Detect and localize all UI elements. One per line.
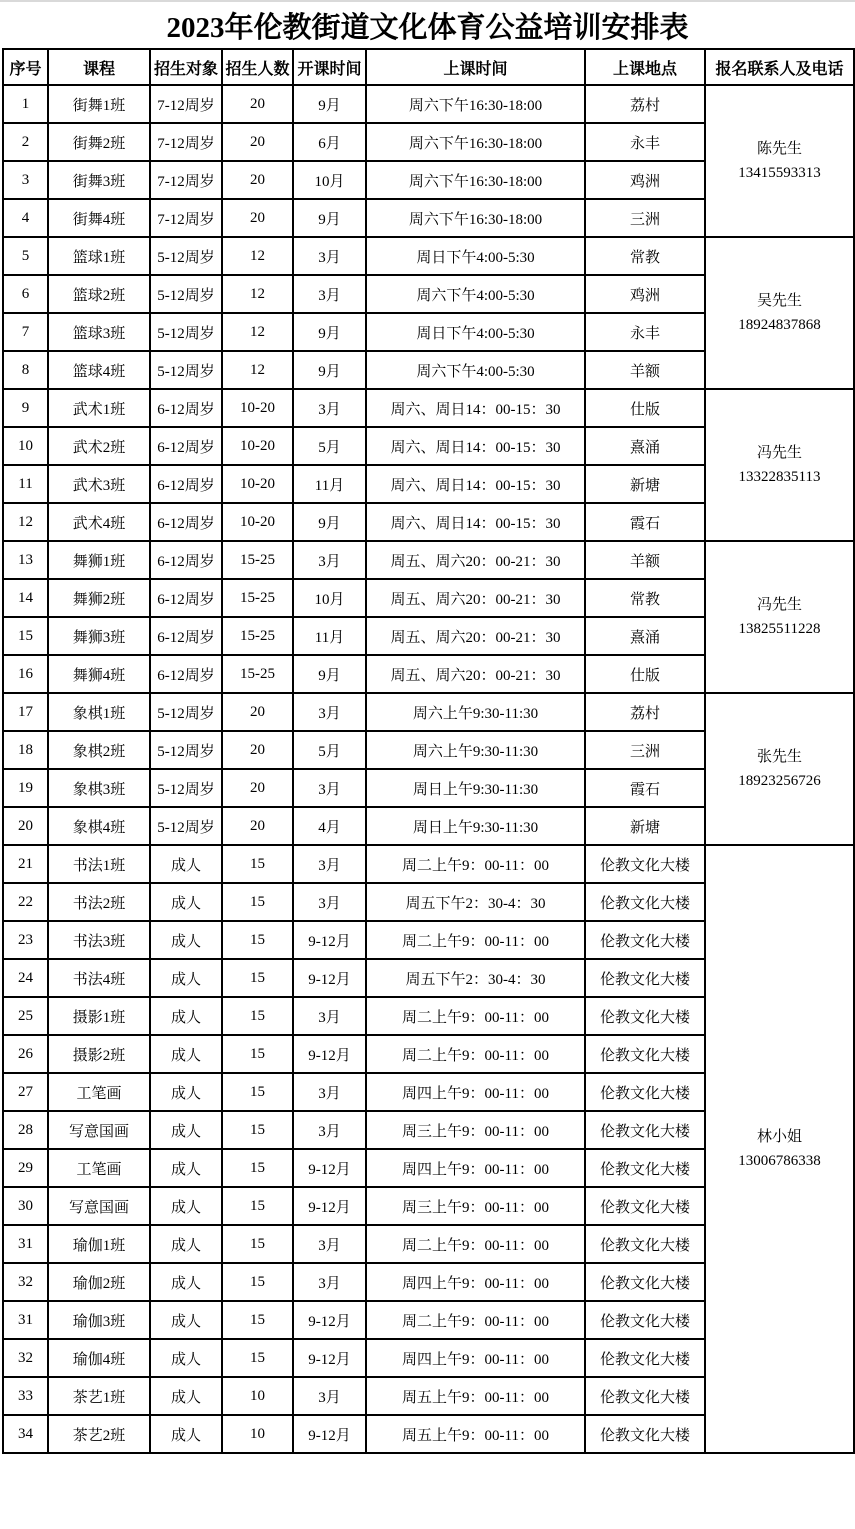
- cell-target: 成人: [150, 1111, 222, 1149]
- cell-start-month: 9-12月: [293, 1035, 366, 1073]
- cell-no: 9: [3, 389, 48, 427]
- cell-start-month: 3月: [293, 275, 366, 313]
- cell-target: 5-12周岁: [150, 313, 222, 351]
- cell-start-month: 9月: [293, 351, 366, 389]
- cell-target: 成人: [150, 1263, 222, 1301]
- cell-start-month: 9-12月: [293, 1415, 366, 1453]
- cell-class-time: 周五下午2：30-4：30: [366, 959, 585, 997]
- cell-course: 武术1班: [48, 389, 150, 427]
- cell-size: 10-20: [222, 389, 293, 427]
- cell-class-time: 周六下午16:30-18:00: [366, 161, 585, 199]
- cell-no: 13: [3, 541, 48, 579]
- cell-no: 2: [3, 123, 48, 161]
- cell-no: 3: [3, 161, 48, 199]
- cell-class-time: 周日上午9:30-11:30: [366, 769, 585, 807]
- header-course: 课程: [48, 49, 150, 85]
- cell-target: 成人: [150, 997, 222, 1035]
- cell-no: 18: [3, 731, 48, 769]
- cell-location: 新塘: [585, 807, 705, 845]
- cell-class-time: 周四上午9：00-11：00: [366, 1339, 585, 1377]
- cell-target: 5-12周岁: [150, 275, 222, 313]
- cell-size: 15: [222, 1225, 293, 1263]
- cell-start-month: 3月: [293, 389, 366, 427]
- cell-course: 工笔画: [48, 1073, 150, 1111]
- cell-size: 15: [222, 1301, 293, 1339]
- cell-contact: [705, 541, 854, 693]
- cell-no: 14: [3, 579, 48, 617]
- cell-target: 成人: [150, 1073, 222, 1111]
- cell-class-time: 周日下午4:00-5:30: [366, 313, 585, 351]
- cell-location: 三洲: [585, 731, 705, 769]
- cell-class-time: 周六、周日14：00-15：30: [366, 389, 585, 427]
- cell-no: 31: [3, 1225, 48, 1263]
- cell-target: 6-12周岁: [150, 655, 222, 693]
- cell-class-time: 周六、周日14：00-15：30: [366, 427, 585, 465]
- contact-name: 林小姐: [756, 1129, 802, 1145]
- cell-size: 15: [222, 845, 293, 883]
- cell-size: 10: [222, 1377, 293, 1415]
- cell-target: 6-12周岁: [150, 617, 222, 655]
- cell-target: 成人: [150, 1187, 222, 1225]
- cell-location: 伦教文化大楼: [585, 1301, 705, 1339]
- cell-class-time: 周五上午9：00-11：00: [366, 1377, 585, 1415]
- cell-location: 霞石: [585, 503, 705, 541]
- cell-class-time: 周四上午9：00-11：00: [366, 1073, 585, 1111]
- cell-size: 15: [222, 1187, 293, 1225]
- cell-location: 常教: [585, 237, 705, 275]
- cell-location: 伦教文化大楼: [585, 845, 705, 883]
- cell-size: 15: [222, 1149, 293, 1187]
- cell-contact: [705, 237, 854, 389]
- cell-location: 伦教文化大楼: [585, 959, 705, 997]
- cell-start-month: 11月: [293, 617, 366, 655]
- cell-size: 15: [222, 921, 293, 959]
- cell-target: 6-12周岁: [150, 503, 222, 541]
- header-place: 上课地点: [585, 49, 705, 85]
- cell-size: 20: [222, 123, 293, 161]
- cell-no: 17: [3, 693, 48, 731]
- cell-course: 街舞2班: [48, 123, 150, 161]
- header-target: 招生对象: [150, 49, 222, 85]
- cell-start-month: 9月: [293, 85, 366, 123]
- cell-course: 象棋3班: [48, 769, 150, 807]
- cell-location: 伦教文化大楼: [585, 1149, 705, 1187]
- cell-size: 20: [222, 693, 293, 731]
- cell-start-month: 9-12月: [293, 1149, 366, 1187]
- cell-target: 成人: [150, 1377, 222, 1415]
- cell-class-time: 周二上午9：00-11：00: [366, 921, 585, 959]
- cell-target: 5-12周岁: [150, 693, 222, 731]
- contact-phone: 18923256726: [738, 773, 821, 789]
- cell-size: 12: [222, 351, 293, 389]
- cell-size: 12: [222, 237, 293, 275]
- table-body: [3, 85, 854, 1453]
- cell-start-month: 5月: [293, 731, 366, 769]
- cell-location: 伦教文化大楼: [585, 1339, 705, 1377]
- cell-size: 15: [222, 1111, 293, 1149]
- contact-name: 冯先生: [756, 445, 802, 461]
- cell-location: 伦教文化大楼: [585, 1377, 705, 1415]
- cell-start-month: 3月: [293, 845, 366, 883]
- cell-no: 32: [3, 1263, 48, 1301]
- cell-class-time: 周日上午9:30-11:30: [366, 807, 585, 845]
- cell-start-month: 5月: [293, 427, 366, 465]
- table-row: [3, 541, 854, 579]
- cell-course: 茶艺1班: [48, 1377, 150, 1415]
- cell-no: 20: [3, 807, 48, 845]
- cell-no: 26: [3, 1035, 48, 1073]
- cell-target: 7-12周岁: [150, 123, 222, 161]
- cell-class-time: 周五下午2：30-4：30: [366, 883, 585, 921]
- training-schedule-table: [2, 48, 855, 1454]
- cell-class-time: 周六下午16:30-18:00: [366, 199, 585, 237]
- cell-course: 象棋4班: [48, 807, 150, 845]
- cell-contact: [705, 85, 854, 237]
- cell-no: 21: [3, 845, 48, 883]
- cell-start-month: 3月: [293, 1111, 366, 1149]
- cell-location: 常教: [585, 579, 705, 617]
- cell-course: 篮球1班: [48, 237, 150, 275]
- cell-course: 街舞4班: [48, 199, 150, 237]
- table-row: [3, 389, 854, 427]
- cell-location: 新塘: [585, 465, 705, 503]
- cell-start-month: 3月: [293, 883, 366, 921]
- cell-class-time: 周五上午9：00-11：00: [366, 1415, 585, 1453]
- cell-start-month: 3月: [293, 997, 366, 1035]
- cell-class-time: 周二上午9：00-11：00: [366, 1301, 585, 1339]
- cell-target: 成人: [150, 1415, 222, 1453]
- cell-size: 20: [222, 85, 293, 123]
- cell-course: 摄影2班: [48, 1035, 150, 1073]
- cell-location: 仕版: [585, 655, 705, 693]
- cell-start-month: 9月: [293, 199, 366, 237]
- cell-location: 伦教文化大楼: [585, 1187, 705, 1225]
- contact-name: 冯先生: [756, 597, 802, 613]
- cell-location: 熹涌: [585, 617, 705, 655]
- cell-class-time: 周六、周日14：00-15：30: [366, 465, 585, 503]
- cell-class-time: 周五、周六20：00-21：30: [366, 617, 585, 655]
- cell-location: 伦教文化大楼: [585, 1111, 705, 1149]
- cell-course: 舞狮1班: [48, 541, 150, 579]
- cell-target: 5-12周岁: [150, 237, 222, 275]
- cell-no: 12: [3, 503, 48, 541]
- cell-size: 15-25: [222, 541, 293, 579]
- header-start: 开课时间: [293, 49, 366, 85]
- cell-class-time: 周五、周六20：00-21：30: [366, 541, 585, 579]
- cell-class-time: 周六下午4:00-5:30: [366, 351, 585, 389]
- cell-no: 33: [3, 1377, 48, 1415]
- cell-no: 7: [3, 313, 48, 351]
- cell-no: 1: [3, 85, 48, 123]
- contact-phone: 13415593313: [738, 165, 821, 181]
- header-contact: 报名联系人及电话: [705, 49, 854, 85]
- cell-no: 27: [3, 1073, 48, 1111]
- cell-target: 6-12周岁: [150, 541, 222, 579]
- cell-size: 15-25: [222, 655, 293, 693]
- cell-target: 成人: [150, 845, 222, 883]
- cell-size: 15: [222, 997, 293, 1035]
- cell-size: 10: [222, 1415, 293, 1453]
- cell-no: 22: [3, 883, 48, 921]
- cell-size: 15: [222, 1035, 293, 1073]
- cell-location: 伦教文化大楼: [585, 921, 705, 959]
- cell-start-month: 9月: [293, 313, 366, 351]
- header-time: 上课时间: [366, 49, 585, 85]
- cell-size: 15: [222, 1339, 293, 1377]
- cell-size: 15: [222, 959, 293, 997]
- cell-no: 6: [3, 275, 48, 313]
- cell-class-time: 周二上午9：00-11：00: [366, 1225, 585, 1263]
- cell-course: 舞狮3班: [48, 617, 150, 655]
- cell-size: 12: [222, 275, 293, 313]
- cell-location: 伦教文化大楼: [585, 1225, 705, 1263]
- cell-location: 羊额: [585, 541, 705, 579]
- cell-course: 街舞3班: [48, 161, 150, 199]
- cell-no: 30: [3, 1187, 48, 1225]
- cell-start-month: 10月: [293, 579, 366, 617]
- contact-phone: 13006786338: [738, 1153, 821, 1169]
- cell-location: 伦教文化大楼: [585, 883, 705, 921]
- cell-start-month: 3月: [293, 541, 366, 579]
- cell-size: 15: [222, 883, 293, 921]
- cell-start-month: 3月: [293, 693, 366, 731]
- cell-course: 瑜伽2班: [48, 1263, 150, 1301]
- cell-class-time: 周日下午4:00-5:30: [366, 237, 585, 275]
- cell-course: 篮球2班: [48, 275, 150, 313]
- cell-class-time: 周六上午9:30-11:30: [366, 693, 585, 731]
- cell-location: 霞石: [585, 769, 705, 807]
- cell-class-time: 周四上午9：00-11：00: [366, 1263, 585, 1301]
- cell-start-month: 3月: [293, 237, 366, 275]
- contact-name: 吴先生: [756, 293, 802, 309]
- cell-start-month: 3月: [293, 1225, 366, 1263]
- cell-no: 15: [3, 617, 48, 655]
- cell-start-month: 9-12月: [293, 921, 366, 959]
- cell-course: 武术4班: [48, 503, 150, 541]
- cell-start-month: 11月: [293, 465, 366, 503]
- cell-target: 6-12周岁: [150, 427, 222, 465]
- cell-size: 12: [222, 313, 293, 351]
- cell-location: 伦教文化大楼: [585, 1263, 705, 1301]
- cell-target: 5-12周岁: [150, 769, 222, 807]
- cell-location: 熹涌: [585, 427, 705, 465]
- cell-class-time: 周五、周六20：00-21：30: [366, 579, 585, 617]
- cell-class-time: 周六上午9:30-11:30: [366, 731, 585, 769]
- cell-class-time: 周五、周六20：00-21：30: [366, 655, 585, 693]
- cell-course: 写意国画: [48, 1111, 150, 1149]
- cell-course: 摄影1班: [48, 997, 150, 1035]
- cell-target: 成人: [150, 959, 222, 997]
- cell-start-month: 4月: [293, 807, 366, 845]
- cell-start-month: 6月: [293, 123, 366, 161]
- cell-size: 10-20: [222, 427, 293, 465]
- contact-phone: 13322835113: [738, 469, 821, 485]
- cell-target: 6-12周岁: [150, 389, 222, 427]
- cell-course: 武术2班: [48, 427, 150, 465]
- cell-course: 书法4班: [48, 959, 150, 997]
- cell-no: 8: [3, 351, 48, 389]
- cell-start-month: 3月: [293, 1073, 366, 1111]
- cell-no: 11: [3, 465, 48, 503]
- cell-target: 6-12周岁: [150, 465, 222, 503]
- cell-class-time: 周二上午9：00-11：00: [366, 845, 585, 883]
- table-header-row: [3, 49, 854, 85]
- table-row: [3, 845, 854, 883]
- cell-target: 成人: [150, 921, 222, 959]
- cell-class-time: 周六下午16:30-18:00: [366, 85, 585, 123]
- cell-course: 书法1班: [48, 845, 150, 883]
- contact-name: 张先生: [756, 749, 802, 765]
- contact-name: 陈先生: [756, 141, 802, 157]
- cell-location: 永丰: [585, 313, 705, 351]
- cell-target: 成人: [150, 1225, 222, 1263]
- cell-size: 15: [222, 1263, 293, 1301]
- cell-target: 成人: [150, 1301, 222, 1339]
- cell-no: 19: [3, 769, 48, 807]
- cell-no: 24: [3, 959, 48, 997]
- cell-no: 10: [3, 427, 48, 465]
- cell-no: 34: [3, 1415, 48, 1453]
- cell-target: 7-12周岁: [150, 85, 222, 123]
- cell-target: 成人: [150, 1339, 222, 1377]
- cell-target: 7-12周岁: [150, 199, 222, 237]
- cell-size: 15-25: [222, 579, 293, 617]
- cell-target: 6-12周岁: [150, 579, 222, 617]
- cell-start-month: 9月: [293, 503, 366, 541]
- cell-start-month: 9-12月: [293, 959, 366, 997]
- cell-location: 伦教文化大楼: [585, 1035, 705, 1073]
- cell-target: 成人: [150, 1035, 222, 1073]
- cell-no: 29: [3, 1149, 48, 1187]
- cell-size: 10-20: [222, 503, 293, 541]
- cell-course: 象棋2班: [48, 731, 150, 769]
- cell-course: 舞狮4班: [48, 655, 150, 693]
- cell-start-month: 10月: [293, 161, 366, 199]
- cell-start-month: 3月: [293, 1263, 366, 1301]
- cell-no: 4: [3, 199, 48, 237]
- cell-target: 5-12周岁: [150, 807, 222, 845]
- cell-location: 鸡洲: [585, 161, 705, 199]
- cell-location: 三洲: [585, 199, 705, 237]
- cell-location: 荔村: [585, 693, 705, 731]
- cell-no: 31: [3, 1301, 48, 1339]
- cell-no: 28: [3, 1111, 48, 1149]
- cell-no: 23: [3, 921, 48, 959]
- cell-location: 鸡洲: [585, 275, 705, 313]
- cell-class-time: 周三上午9：00-11：00: [366, 1111, 585, 1149]
- cell-no: 5: [3, 237, 48, 275]
- cell-target: 成人: [150, 1149, 222, 1187]
- cell-size: 20: [222, 161, 293, 199]
- cell-size: 15: [222, 1073, 293, 1111]
- cell-class-time: 周二上午9：00-11：00: [366, 997, 585, 1035]
- cell-class-time: 周六、周日14：00-15：30: [366, 503, 585, 541]
- cell-course: 街舞1班: [48, 85, 150, 123]
- cell-course: 书法2班: [48, 883, 150, 921]
- cell-no: 16: [3, 655, 48, 693]
- cell-start-month: 9月: [293, 655, 366, 693]
- cell-class-time: 周六下午16:30-18:00: [366, 123, 585, 161]
- cell-target: 5-12周岁: [150, 731, 222, 769]
- cell-location: 羊额: [585, 351, 705, 389]
- cell-course: 舞狮2班: [48, 579, 150, 617]
- cell-contact: [705, 389, 854, 541]
- cell-start-month: 9-12月: [293, 1187, 366, 1225]
- cell-class-time: 周二上午9：00-11：00: [366, 1035, 585, 1073]
- cell-contact: [705, 845, 854, 1453]
- header-size: 招生人数: [222, 49, 293, 85]
- table-row: [3, 693, 854, 731]
- cell-course: 武术3班: [48, 465, 150, 503]
- cell-location: 伦教文化大楼: [585, 1073, 705, 1111]
- page-title: 2023年伦教街道文化体育公益培训安排表: [166, 11, 689, 44]
- cell-size: 20: [222, 769, 293, 807]
- cell-target: 成人: [150, 883, 222, 921]
- cell-course: 瑜伽4班: [48, 1339, 150, 1377]
- cell-course: 书法3班: [48, 921, 150, 959]
- cell-course: 篮球4班: [48, 351, 150, 389]
- cell-course: 瑜伽1班: [48, 1225, 150, 1263]
- cell-course: 茶艺2班: [48, 1415, 150, 1453]
- cell-course: 写意国画: [48, 1187, 150, 1225]
- cell-size: 20: [222, 807, 293, 845]
- cell-contact: [705, 693, 854, 845]
- table-row: [3, 237, 854, 275]
- table-row: [3, 85, 854, 123]
- cell-course: 象棋1班: [48, 693, 150, 731]
- cell-course: 篮球3班: [48, 313, 150, 351]
- cell-location: 伦教文化大楼: [585, 997, 705, 1035]
- cell-course: 瑜伽3班: [48, 1301, 150, 1339]
- cell-course: 工笔画: [48, 1149, 150, 1187]
- cell-start-month: 3月: [293, 769, 366, 807]
- cell-target: 5-12周岁: [150, 351, 222, 389]
- contact-phone: 13825511228: [738, 621, 821, 637]
- cell-location: 仕版: [585, 389, 705, 427]
- cell-no: 32: [3, 1339, 48, 1377]
- cell-size: 20: [222, 731, 293, 769]
- cell-class-time: 周四上午9：00-11：00: [366, 1149, 585, 1187]
- cell-class-time: 周三上午9：00-11：00: [366, 1187, 585, 1225]
- cell-location: 伦教文化大楼: [585, 1415, 705, 1453]
- cell-class-time: 周六下午4:00-5:30: [366, 275, 585, 313]
- cell-start-month: 3月: [293, 1377, 366, 1415]
- header-no: 序号: [3, 49, 48, 85]
- cell-size: 15-25: [222, 617, 293, 655]
- cell-location: 永丰: [585, 123, 705, 161]
- cell-size: 10-20: [222, 465, 293, 503]
- cell-target: 7-12周岁: [150, 161, 222, 199]
- cell-no: 25: [3, 997, 48, 1035]
- cell-size: 20: [222, 199, 293, 237]
- cell-start-month: 9-12月: [293, 1301, 366, 1339]
- cell-location: 荔村: [585, 85, 705, 123]
- cell-start-month: 9-12月: [293, 1339, 366, 1377]
- contact-phone: 18924837868: [738, 317, 821, 333]
